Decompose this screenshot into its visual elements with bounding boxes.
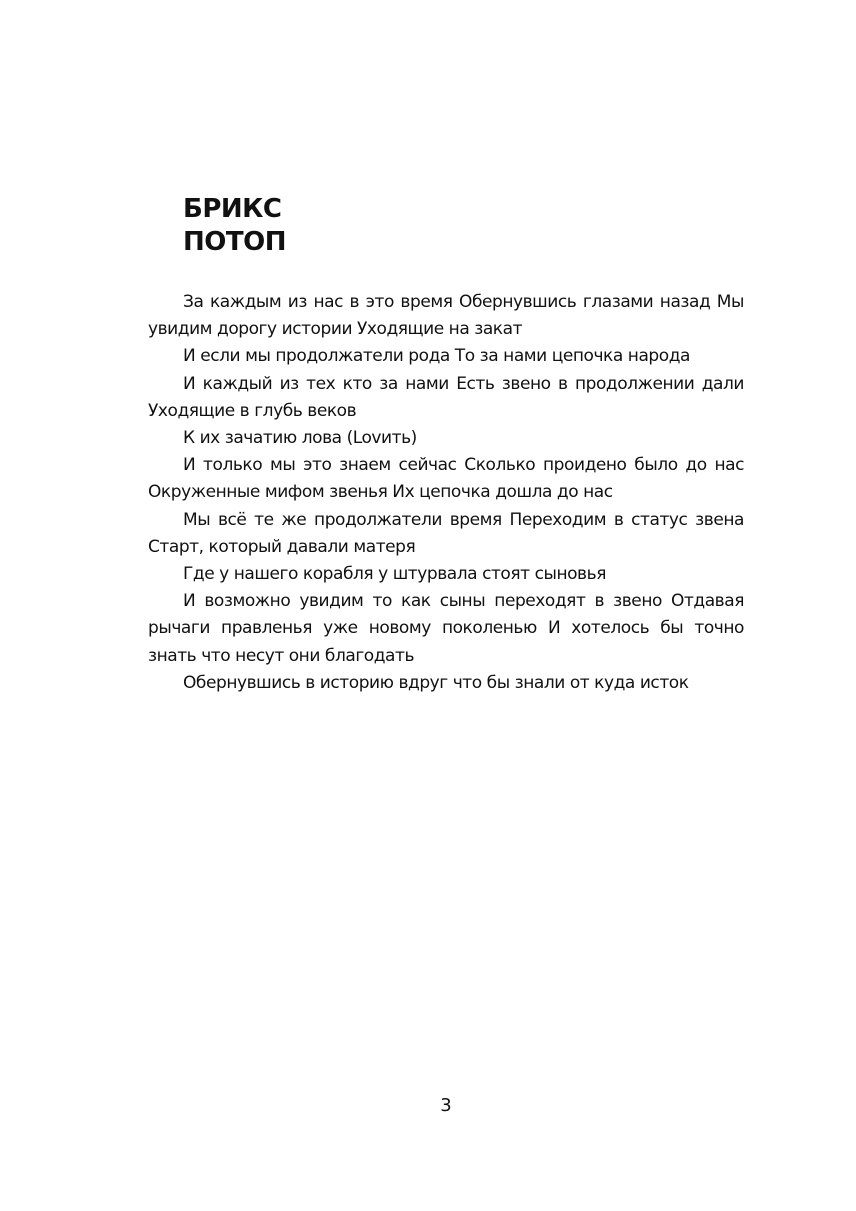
poem-paragraph-6: Мы всё те же продолжатели время Переходим в статус звена Старт, который давали матеря	[148, 509, 744, 557]
poem-paragraph-1: За каждым из нас в это время Обернувшись глазами назад Мы увидим дорогу истории Уходящие на закат	[148, 292, 744, 340]
poem-paragraph-7: Где у нашего корабля у штурвала стоят сыновья	[183, 564, 606, 585]
poem-title	[183, 193, 286, 259]
poem-paragraph-8: И возможно увидим то как сыны переходят в звено Отдавая рычаги правленья уже новому поколенью И хотелось бы точно знать что несут они благодать	[148, 591, 744, 666]
poem-paragraph-2: И если мы продолжатели рода То за нами цепочка народа	[183, 346, 690, 367]
poem-paragraph-4: К их зачатию лова (Lovить)	[183, 428, 417, 449]
page-number: 3	[440, 1095, 452, 1116]
poem-body	[148, 289, 744, 697]
poem-title-line-1: БРИКС	[183, 194, 282, 224]
poem-paragraph-5: И только мы это знаем сейчас Сколько проидено было до нас Окруженные мифом звенья Их цепочка дошла до нас	[148, 455, 744, 503]
poem-paragraph-3: И каждый из тех кто за нами Есть звено в продолжении дали Уходящие в глубь веков	[148, 373, 744, 421]
poem-paragraph-9: Обернувшись в историю вдруг что бы знали от куда исток	[183, 672, 689, 693]
poem-title-line-2: ПОТОП	[183, 227, 286, 257]
